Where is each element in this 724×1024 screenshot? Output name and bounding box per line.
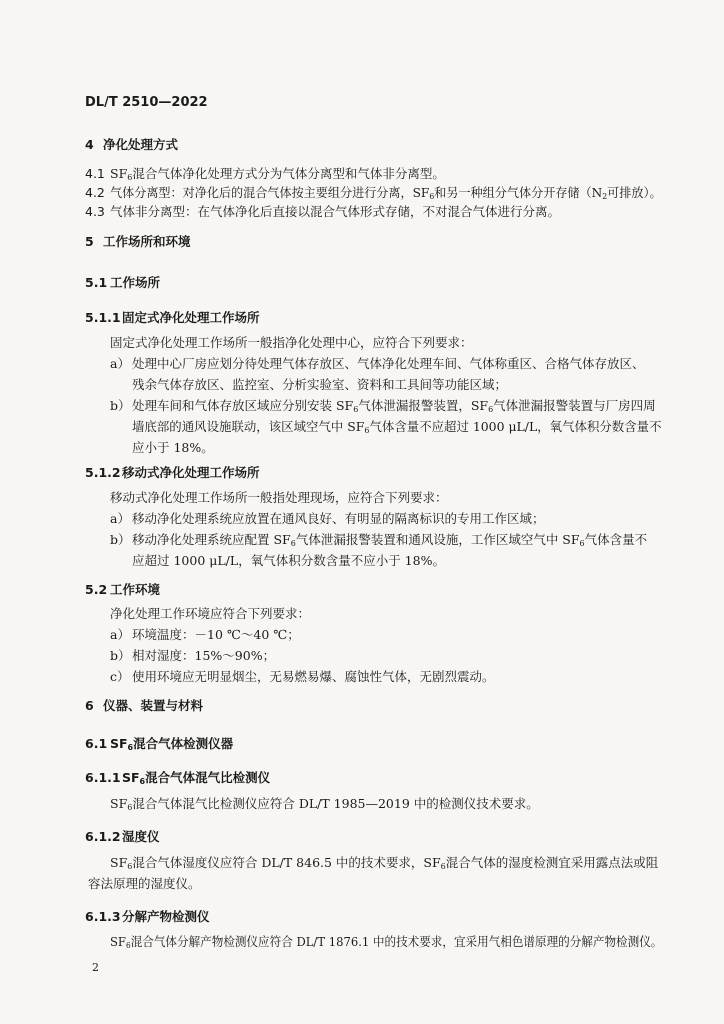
- section-6-1-3-title: 分解产物检测仪: [122, 909, 210, 924]
- item-a-line-1: 处理中心厂房应划分待处理气体存放区、气体净化处理车间、气体称重区、合格气体存放区、: [132, 356, 645, 371]
- section-6-1-3-body: $SF_6$混合气体分解产物检测仪应符合 DL/T 1876.1 中的技术要求，宜采用气相色谱原理的分解产物检测仪。: [110, 934, 663, 950]
- section-5-2-number: 5.2: [85, 582, 108, 597]
- item-b-marker: b）: [110, 532, 131, 547]
- page-number: 2: [92, 961, 99, 974]
- section-6-1-2-title: 湿度仪: [122, 829, 160, 844]
- section-4-number: 4: [85, 137, 94, 152]
- section-4-title: 净化处理方式: [103, 137, 179, 152]
- section-5-1-title: 工作场所: [110, 275, 161, 290]
- section-6-1-2-body-line-2: 容法原理的湿度仪。: [88, 876, 201, 891]
- clause-4-3-text: 气体非分离型：在气体净化后直接以混合气体形式存储，不对混合气体进行分离。: [110, 204, 561, 219]
- item-c-marker: c）: [110, 669, 130, 684]
- item-b-marker: b）: [110, 648, 131, 663]
- item-b-line-1: 移动净化处理系统应配置 $SF_6$气体泄漏报警装置和通风设施，工作区域空气中 $SF_6$气体含量不: [132, 532, 648, 548]
- env-conditions: 使用环境应无明显烟尘，无易燃易爆、腐蚀性气体，无剧烈震动。: [132, 669, 495, 684]
- env-temperature: 环境温度：－10 ℃～40 ℃；: [132, 627, 300, 642]
- item-a-marker: a）: [110, 356, 130, 371]
- section-5-1-1-intro: 固定式净化处理工作场所一般指净化处理中心，应符合下列要求：: [110, 335, 473, 350]
- item-b-line-3: 应小于 18%。: [132, 440, 214, 455]
- item-b-marker: b）: [110, 398, 131, 413]
- document-id: DL/T 2510—2022: [85, 95, 208, 110]
- section-6-title: 仪器、装置与材料: [103, 698, 204, 713]
- section-5-1-2-number: 5.1.2: [85, 465, 121, 480]
- section-5-1-2-title: 移动式净化处理工作场所: [122, 465, 260, 480]
- clause-4-2-text: 气体分离型：对净化后的混合气体按主要组分进行分离，$SF_6$和另一种组分气体分开存储（$N_2$可排放）。: [110, 185, 662, 201]
- section-6-1-title: $SF_6$混合气体检测仪器: [110, 736, 234, 752]
- section-5-title: 工作场所和环境: [103, 234, 191, 249]
- section-6-1-2-number: 6.1.2: [85, 829, 121, 844]
- item-b-line-2: 应超过 1000 μL/L，氧气体积分数含量不应小于 18%。: [132, 553, 445, 568]
- section-6-1-1-body: $SF_6$混合气体混气比检测仪应符合 DL/T 1985—2019 中的检测仪技术要求。: [110, 796, 539, 812]
- section-5-2-title: 工作环境: [110, 582, 161, 597]
- section-6-1-2-body-line-1: $SF_6$混合气体湿度仪应符合 DL/T 846.5 中的技术要求，$SF_6$混合气体的湿度检测宜采用露点法或阻: [110, 855, 659, 871]
- section-5-1-2-intro: 移动式净化处理工作场所一般指处理现场，应符合下列要求：: [110, 490, 448, 505]
- clause-4-1-text: $SF_6$混合气体净化处理方式分为气体分离型和气体非分离型。: [110, 166, 445, 182]
- section-6-1-1-title: $SF_6$混合气体混气比检测仪: [122, 770, 271, 786]
- section-5-1-number: 5.1: [85, 275, 108, 290]
- section-6-number: 6: [85, 698, 94, 713]
- section-6-1-number: 6.1: [85, 736, 108, 751]
- section-6-1-1-number: 6.1.1: [85, 770, 121, 785]
- clause-4-3-number: 4.3: [85, 204, 105, 219]
- clause-4-1-number: 4.1: [85, 166, 105, 181]
- section-5-2-intro: 净化处理工作环境应符合下列要求：: [110, 606, 311, 621]
- section-5-number: 5: [85, 234, 94, 249]
- item-a-marker: a）: [110, 627, 130, 642]
- section-5-1-1-title: 固定式净化处理工作场所: [122, 310, 260, 325]
- item-a-line: 移动净化处理系统应放置在通风良好、有明显的隔离标识的专用工作区域；: [132, 511, 545, 526]
- item-a-marker: a）: [110, 511, 130, 526]
- env-humidity: 相对湿度：15%～90%；: [132, 648, 276, 663]
- item-b-line-2: 墙底部的通风设施联动，该区域空气中 $SF_6$气体含量不应超过 1000 μL/L，氧气体积分数含量不: [132, 419, 662, 435]
- clause-4-2-number: 4.2: [85, 185, 105, 200]
- item-a-line-2: 残余气体存放区、监控室、分析实验室、资料和工具间等功能区域；: [132, 377, 508, 392]
- section-6-1-3-number: 6.1.3: [85, 909, 121, 924]
- section-5-1-1-number: 5.1.1: [85, 310, 121, 325]
- item-b-line-1: 处理车间和气体存放区域应分别安装 $SF_6$气体泄漏报警装置，$SF_6$气体泄漏报警装置与厂房四周: [132, 398, 656, 414]
